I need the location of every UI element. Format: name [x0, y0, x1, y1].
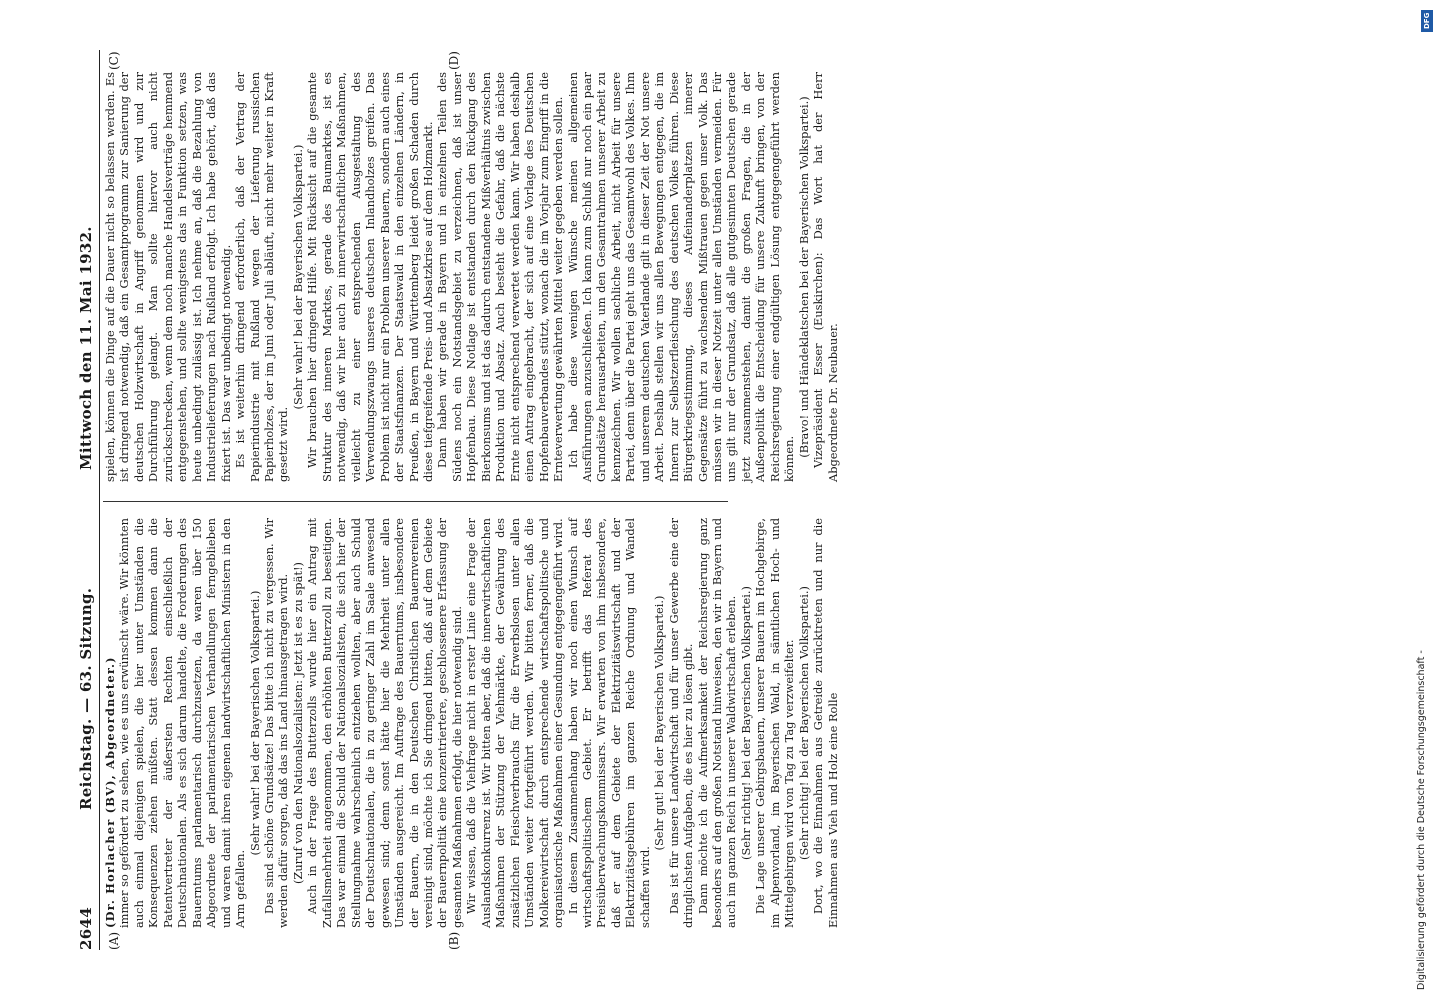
dfg-credit — [1416, 10, 1432, 990]
interjection: (Bravo! und Händeklatschen bei der Bayerischen Volkspartei.) — [796, 96, 811, 458]
paragraph: Vizepräsident Esser (Euskirchen): Das Wort hat der Herr Abgeordnete Dr. Neubauer. — [811, 72, 840, 482]
interjection: (Sehr richtig! bei der Bayerischen Volkspartei.) — [738, 586, 753, 860]
speaker-line: (Dr. Horlacher (BV), Abgeordneter.) — [103, 656, 117, 928]
margin-mark-c: (C) — [107, 51, 121, 70]
interjection: (Sehr richtig! bei der Bayerischen Volkspartei.) — [796, 586, 811, 860]
interjection: (Sehr wahr! bei der Bayerischen Volkspartei.) — [247, 590, 262, 856]
paragraph: In diesem Zusammenhang haben wir noch einen Wunsch auf wirtschaftspolitischem Gebiet. Er betrifft das Referat des Preisüberwachungskommissars. Wir erwarten von ihm insbesondere, daß er auf dem Gebiete der Elektrizitätswirtschaft und der Elektrizitätsgebühren im ganzen Reiche Ordnung und Wandel schaffen wird. — [565, 518, 652, 928]
left-column — [103, 518, 840, 928]
paragraph: Ich habe diese wenigen Wünsche meinen allgemeinen Ausführungen anzuschließen. Ich kann zum Schluß nur noch ein paar Grundsätze herausarbeiten, um den Gesamtrahmen unserer Arbeit zu kennzeichnen. Wir wollen sachliche Arbeit, nicht Arbeit für unsere Partei, denn über die Partei geht uns das Gesamtwohl des Volkes. Ihm und unserem deutschen Vaterlande gilt in dieser Zeit der Not unsere Arbeit. Deshalb stellen wir uns allen Bewegungen entgegen, die im Innern zur Selbstzerfleischung des deutschen Volkes führen. Diese Bürgerkriegsstimmung, dieses Aufeinanderplatzen innerer Gegensätze führt zu wachsendem Mißtrauen gegen unser Volk. Das müssen wir in dieser Notzeit unter allen Umständen vermeiden. Für uns gilt nur der Grundsatz, daß alle gutgesinnten Deutschen gerade jetzt zusammenstehen, damit die großen Fragen, die in der Außenpolitik die Entscheidung für unsere Zukunft bringen, von der Reichsregierung einer endgültigen Lösung entgegengeführt werden können. — [565, 72, 797, 482]
interjection: (Zuruf von den Nationalsozialisten: Jetzt ist es zu spät!) — [290, 562, 305, 885]
right-column — [103, 72, 840, 482]
page-header — [75, 50, 101, 950]
session-title: Reichstag. — 63. Sitzung. — [77, 587, 95, 810]
session-date: Mittwoch den 11. Mai 1932. — [77, 226, 95, 470]
margin-mark-d: (D) — [447, 51, 461, 70]
dfg-logo-icon: DFG — [1421, 10, 1433, 32]
paragraph: Wir brauchen hier dringend Hilfe. Mit Rücksicht auf die gesamte Struktur des inneren Marktes, gerade des Baumarktes, ist es notwendig, daß wir hier auch zu innerwirtschaftlichen Maßnahmen, vielleicht zu einer entsprechenden Ausgestaltung des Verwendungszwangs unseres deutschen Inlandholzes greifen. Das Problem ist nicht nur ein Problem unserer Bauern, sondern auch eines der Staatsfinanzen. Der Staatswald in den einzelnen Ländern, in Preußen, in Bayern und Württemberg leidet großen Schaden durch diese tiefgreifende Preis- und Absatzkrise auf dem Holzmarkt. — [305, 72, 435, 482]
paragraph: Wir wissen, daß die Viehfrage nicht in erster Linie eine Frage der Auslandskonkurrenz ist. Wir bitten aber, daß die innerwirtschaftlichen Maßnahmen der Stützung der Viehmärkte, der Gewährung des zusätzlichen Fleischverbrauchs für die Erwerbslosen unter allen Umständen weiter fortgeführt werden. Wir bitten ferner, daß die Molkereiwirtschaft durch entsprechende wirtschaftspolitische und organisatorische Maßnahmen einer Gesundung entgegengeführt wird. — [464, 518, 566, 928]
paragraph: spielen, können die Dinge auf die Dauer nicht so belassen werden. Es ist dringend notwendig, daß ein Gesamtprogramm zur Sanierung der deutschen Holzwirtschaft in Angriff genommen wird und zur Durchführung gelangt. Man sollte hiervor auch nicht zurückschrecken, wenn dem noch manche Handelsverträge hemmend entgegenstehen, und sollte wenigstens das in Funktion setzen, was heute unbedingt zulässig ist. Ich nehme an, daß die Bezahlung von Industrielieferungen nach Rußland erfolgt. Ich habe gehört, daß das fixiert ist. Das war unbedingt notwendig. — [103, 72, 233, 482]
paragraph: Dann möchte ich die Aufmerksamkeit der Reichsregierung ganz besonders auf den großen Notstand hinweisen, den wir in Bayern und auch im ganzen Reich in unserer Waldwirtschaft erleben. — [695, 518, 739, 928]
page-number: 2644 — [77, 907, 95, 950]
paragraph: Dort, wo die Einnahmen aus Getreide zurücktreten und nur die Einnahmen aus Vieh und Holz eine Rolle — [811, 518, 840, 928]
paragraph: Auch in der Frage des Butterzolls wurde hier ein Antrag mit Zufallsmehrheit angenommen, den erhöhten Butterzoll zu beseitigen. Das war einmal die Schuld der Nationalsozialisten, die sich hier der Stellungnahme wahrscheinlich entziehen wollten, aber auch Schuld der Deutschnationalen, die in zu geringer Zahl im Saale anwesend gewesen sind; denn sonst hätte hier die Mehrheit unter allen Umständen ausgereicht. Im Auftrage des Bauerntums, insbesondere der Bauern, die in den Deutschen Christlichen Bauernvereinen vereinigt sind, möchte ich Sie dringend bitten, daß auf dem Gebiete der Bauernpolitik eine konzentriertere, geschlossenere Erfassung der gesamten Maßnahmen erfolgt, die hier notwendig sind. — [305, 518, 464, 928]
paragraph: Das sind schöne Grundsätze! Das bitte ich nicht zu vergessen. Wir werden dafür sorgen, daß das ins Land hinausgetragen wird. — [261, 518, 291, 928]
margin-mark-b: (B) — [447, 931, 461, 950]
paragraph: Dann haben wir gerade in Bayern und in einzelnen Teilen des Südens noch ein Notstandsgebiet zu verzeichnen, daß ist unser Hopfenbau. Diese Notlage ist entstanden durch den Rückgang des Bierkonsums und ist das dadurch entstandene Mißverhältnis zwischen Produktion und Absatz. Auch besteht die Gefahr, daß die nächste Ernte nicht entsprechend verwertet werden kann. Wir haben deshalb einen Antrag eingebracht, der sich auf eine Vorlage des Deutschen Hopfenbauverbandes stützt, wonach die im Vorjahr zum Eingriff in die Ernteverwertung gewährten Mittel weiter gegeben werden sollen. — [435, 72, 566, 482]
paragraph: immer so gefördert zu sehen, wie es uns erwünscht wäre. Wir könnten auch einmal diejenigen spielen, die hier unter Umständen die Konsequenzen ziehen müßten. Statt dessen kommen dann die Patentvertreter der äußersten Rechten einschließlich der Deutschnationalen. Als es sich darum handelte, die Forderungen des Bauerntums parlamentarisch durchzusetzen, da waren über 150 Abgeordnete der parlamentarischen Verhandlungen ferngeblieben und waren damit ihren eigenen landwirtschaftlichen Ministern in den Arm gefallen. — [117, 518, 248, 928]
rotated-page — [75, 50, 840, 950]
column-rule — [103, 501, 728, 502]
margin-mark-a: (A) — [107, 931, 121, 950]
interjection: (Sehr wahr! bei der Bayerischen Volkspartei.) — [290, 144, 305, 410]
paragraph: Das ist für unsere Landwirtschaft und für unser Gewerbe eine der dringlichsten Aufgaben, die es hier zu lösen gibt. — [666, 518, 696, 928]
paragraph: Die Lage unserer Gebirgsbauern, unserer Bauern im Hochgebirge, im Alpenvorland, im Bayerischen Wald, in sämtlichen Hoch- und Mittelgebirgen wird von Tag zu Tag verzweifelter. — [753, 518, 797, 928]
credit-text: Digitalisierung gefördert durch die Deutsche Forschungsgemeinschaft - — [1416, 650, 1427, 990]
header-rule — [99, 50, 100, 950]
interjection: (Sehr gut! bei der Bayerischen Volkspartei.) — [652, 595, 667, 851]
paragraph: Es ist weiterhin dringend erforderlich, daß der Vertrag der Papierindustrie mit Rußland wegen der Lieferung russischen Papierholzes, der im Juni oder Juli abläuft, nicht mehr weiter in Kraft gesetzt wird. — [233, 72, 291, 482]
